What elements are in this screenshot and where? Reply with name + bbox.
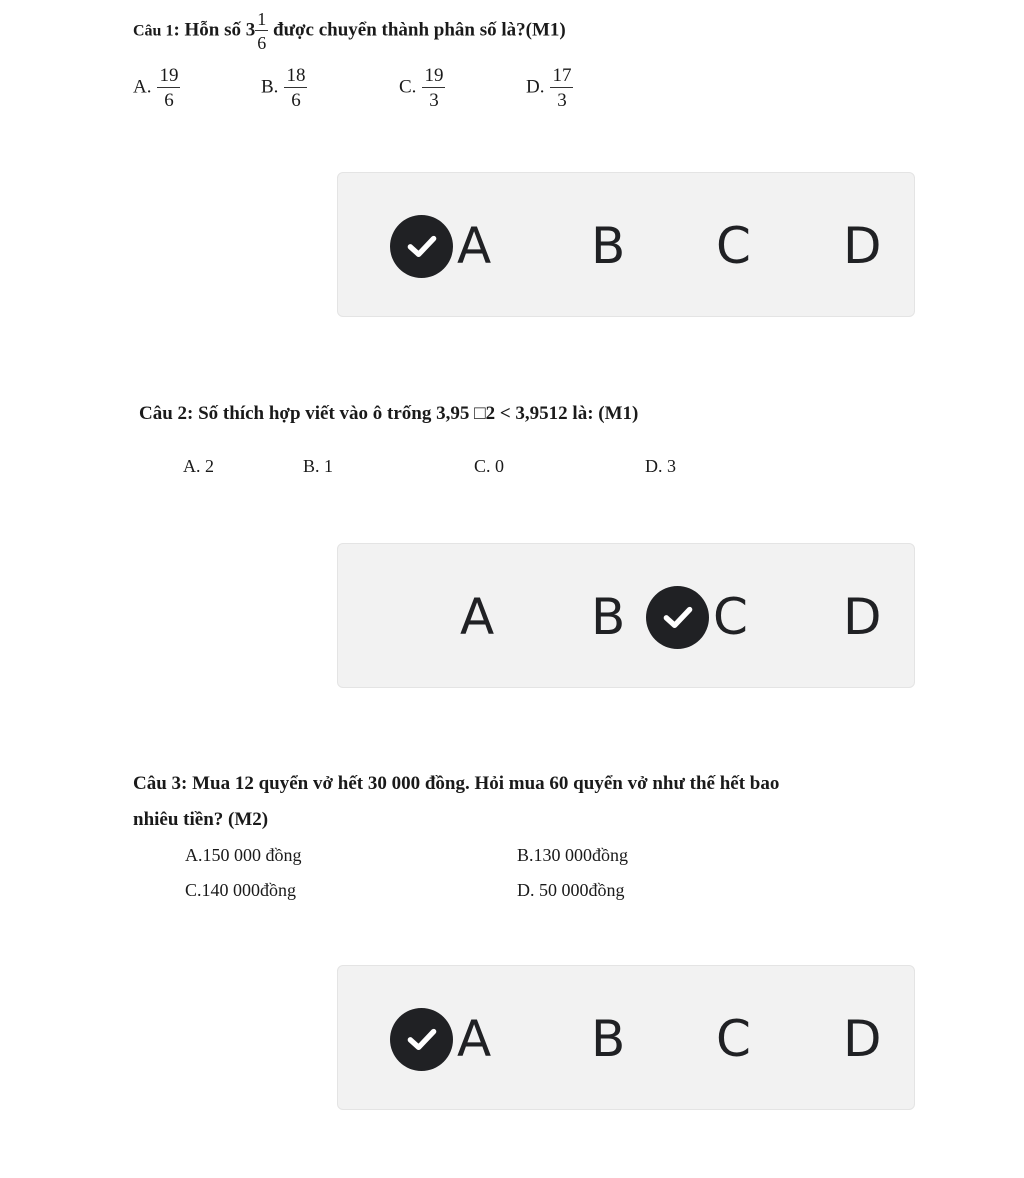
mixed-fraction bbox=[255, 10, 268, 52]
option-letter: D. bbox=[526, 76, 545, 98]
choice-label: B bbox=[591, 217, 626, 275]
choice-b[interactable] bbox=[591, 582, 625, 652]
choice-d[interactable] bbox=[843, 582, 882, 652]
fraction-denominator: 6 bbox=[291, 90, 301, 111]
mixed-whole: 3 bbox=[245, 19, 256, 41]
question-text-end: được chuyển thành phân số là?(M1) bbox=[268, 19, 566, 41]
option-fraction bbox=[422, 66, 445, 110]
choice-a[interactable] bbox=[390, 1004, 491, 1074]
question-3-title-line2: nhiêu tiền? (M2) bbox=[133, 809, 269, 830]
choice-label: C bbox=[716, 217, 751, 275]
q1-option-a bbox=[133, 66, 180, 110]
choice-label: C bbox=[716, 1010, 751, 1068]
question-text: : Hỗn số bbox=[173, 19, 246, 41]
choice-label: B bbox=[591, 588, 626, 646]
q2-option-b: B. 1 bbox=[303, 456, 334, 476]
q1-option-b bbox=[261, 66, 307, 110]
choice-c[interactable] bbox=[716, 1004, 751, 1074]
choice-label: D bbox=[843, 588, 882, 646]
question-label: Câu 1 bbox=[133, 22, 174, 40]
choice-label: A bbox=[457, 1010, 492, 1068]
choice-a[interactable] bbox=[460, 582, 494, 652]
question-2-title: Câu 2: Số thích hợp viết vào ô trống 3,95 □2 < 3,9512 là: (M1) bbox=[139, 403, 639, 424]
choice-label: A bbox=[460, 588, 495, 646]
choice-label: B bbox=[591, 1010, 626, 1068]
q3-option-a: A.150 000 đồng bbox=[185, 845, 302, 865]
choice-a[interactable] bbox=[390, 211, 491, 281]
answer-panel-3 bbox=[337, 965, 915, 1110]
choice-label: A bbox=[457, 217, 492, 275]
check-circle-icon bbox=[390, 215, 453, 278]
choice-c[interactable] bbox=[646, 582, 748, 652]
answer-panel-2 bbox=[337, 543, 915, 688]
fraction-numerator: 18 bbox=[286, 65, 306, 86]
choice-d[interactable] bbox=[843, 1004, 882, 1074]
option-fraction bbox=[284, 66, 307, 110]
fraction-denominator: 6 bbox=[164, 90, 174, 111]
choice-b[interactable] bbox=[591, 1004, 625, 1074]
question-3-title-line1: Câu 3: Mua 12 quyển vở hết 30 000 đồng. Hỏi mua 60 quyển vở như thế hết bao bbox=[133, 773, 780, 794]
fraction-denominator: 6 bbox=[257, 33, 267, 53]
choice-label: D bbox=[843, 1010, 882, 1068]
fraction-numerator: 17 bbox=[552, 65, 572, 86]
choice-label: D bbox=[843, 217, 882, 275]
q3-option-c: C.140 000đồng bbox=[185, 880, 297, 900]
question-1-title bbox=[133, 10, 566, 52]
q2-option-a: A. 2 bbox=[183, 456, 214, 476]
option-fraction bbox=[157, 66, 180, 110]
fraction-denominator: 3 bbox=[429, 90, 439, 111]
choice-d[interactable] bbox=[843, 211, 882, 281]
choice-b[interactable] bbox=[591, 211, 625, 281]
choice-label: C bbox=[713, 588, 748, 646]
q3-option-b: B.130 000đồng bbox=[517, 845, 629, 865]
option-fraction bbox=[550, 66, 573, 110]
fraction-numerator: 19 bbox=[424, 65, 444, 86]
q3-option-d: D. 50 000đồng bbox=[517, 880, 625, 900]
option-letter: B. bbox=[261, 76, 279, 98]
fraction-numerator: 19 bbox=[159, 65, 179, 86]
q2-option-d: D. 3 bbox=[645, 456, 676, 476]
fraction-numerator: 1 bbox=[257, 9, 267, 29]
q2-option-c: C. 0 bbox=[474, 456, 505, 476]
q1-option-d bbox=[526, 66, 573, 110]
fraction-denominator: 3 bbox=[557, 90, 567, 111]
option-letter: A. bbox=[133, 76, 152, 98]
check-circle-icon bbox=[390, 1008, 453, 1071]
choice-c[interactable] bbox=[716, 211, 751, 281]
answer-panel-1 bbox=[337, 172, 915, 317]
check-circle-icon bbox=[646, 586, 709, 649]
option-letter: C. bbox=[399, 76, 417, 98]
q1-option-c bbox=[399, 66, 445, 110]
